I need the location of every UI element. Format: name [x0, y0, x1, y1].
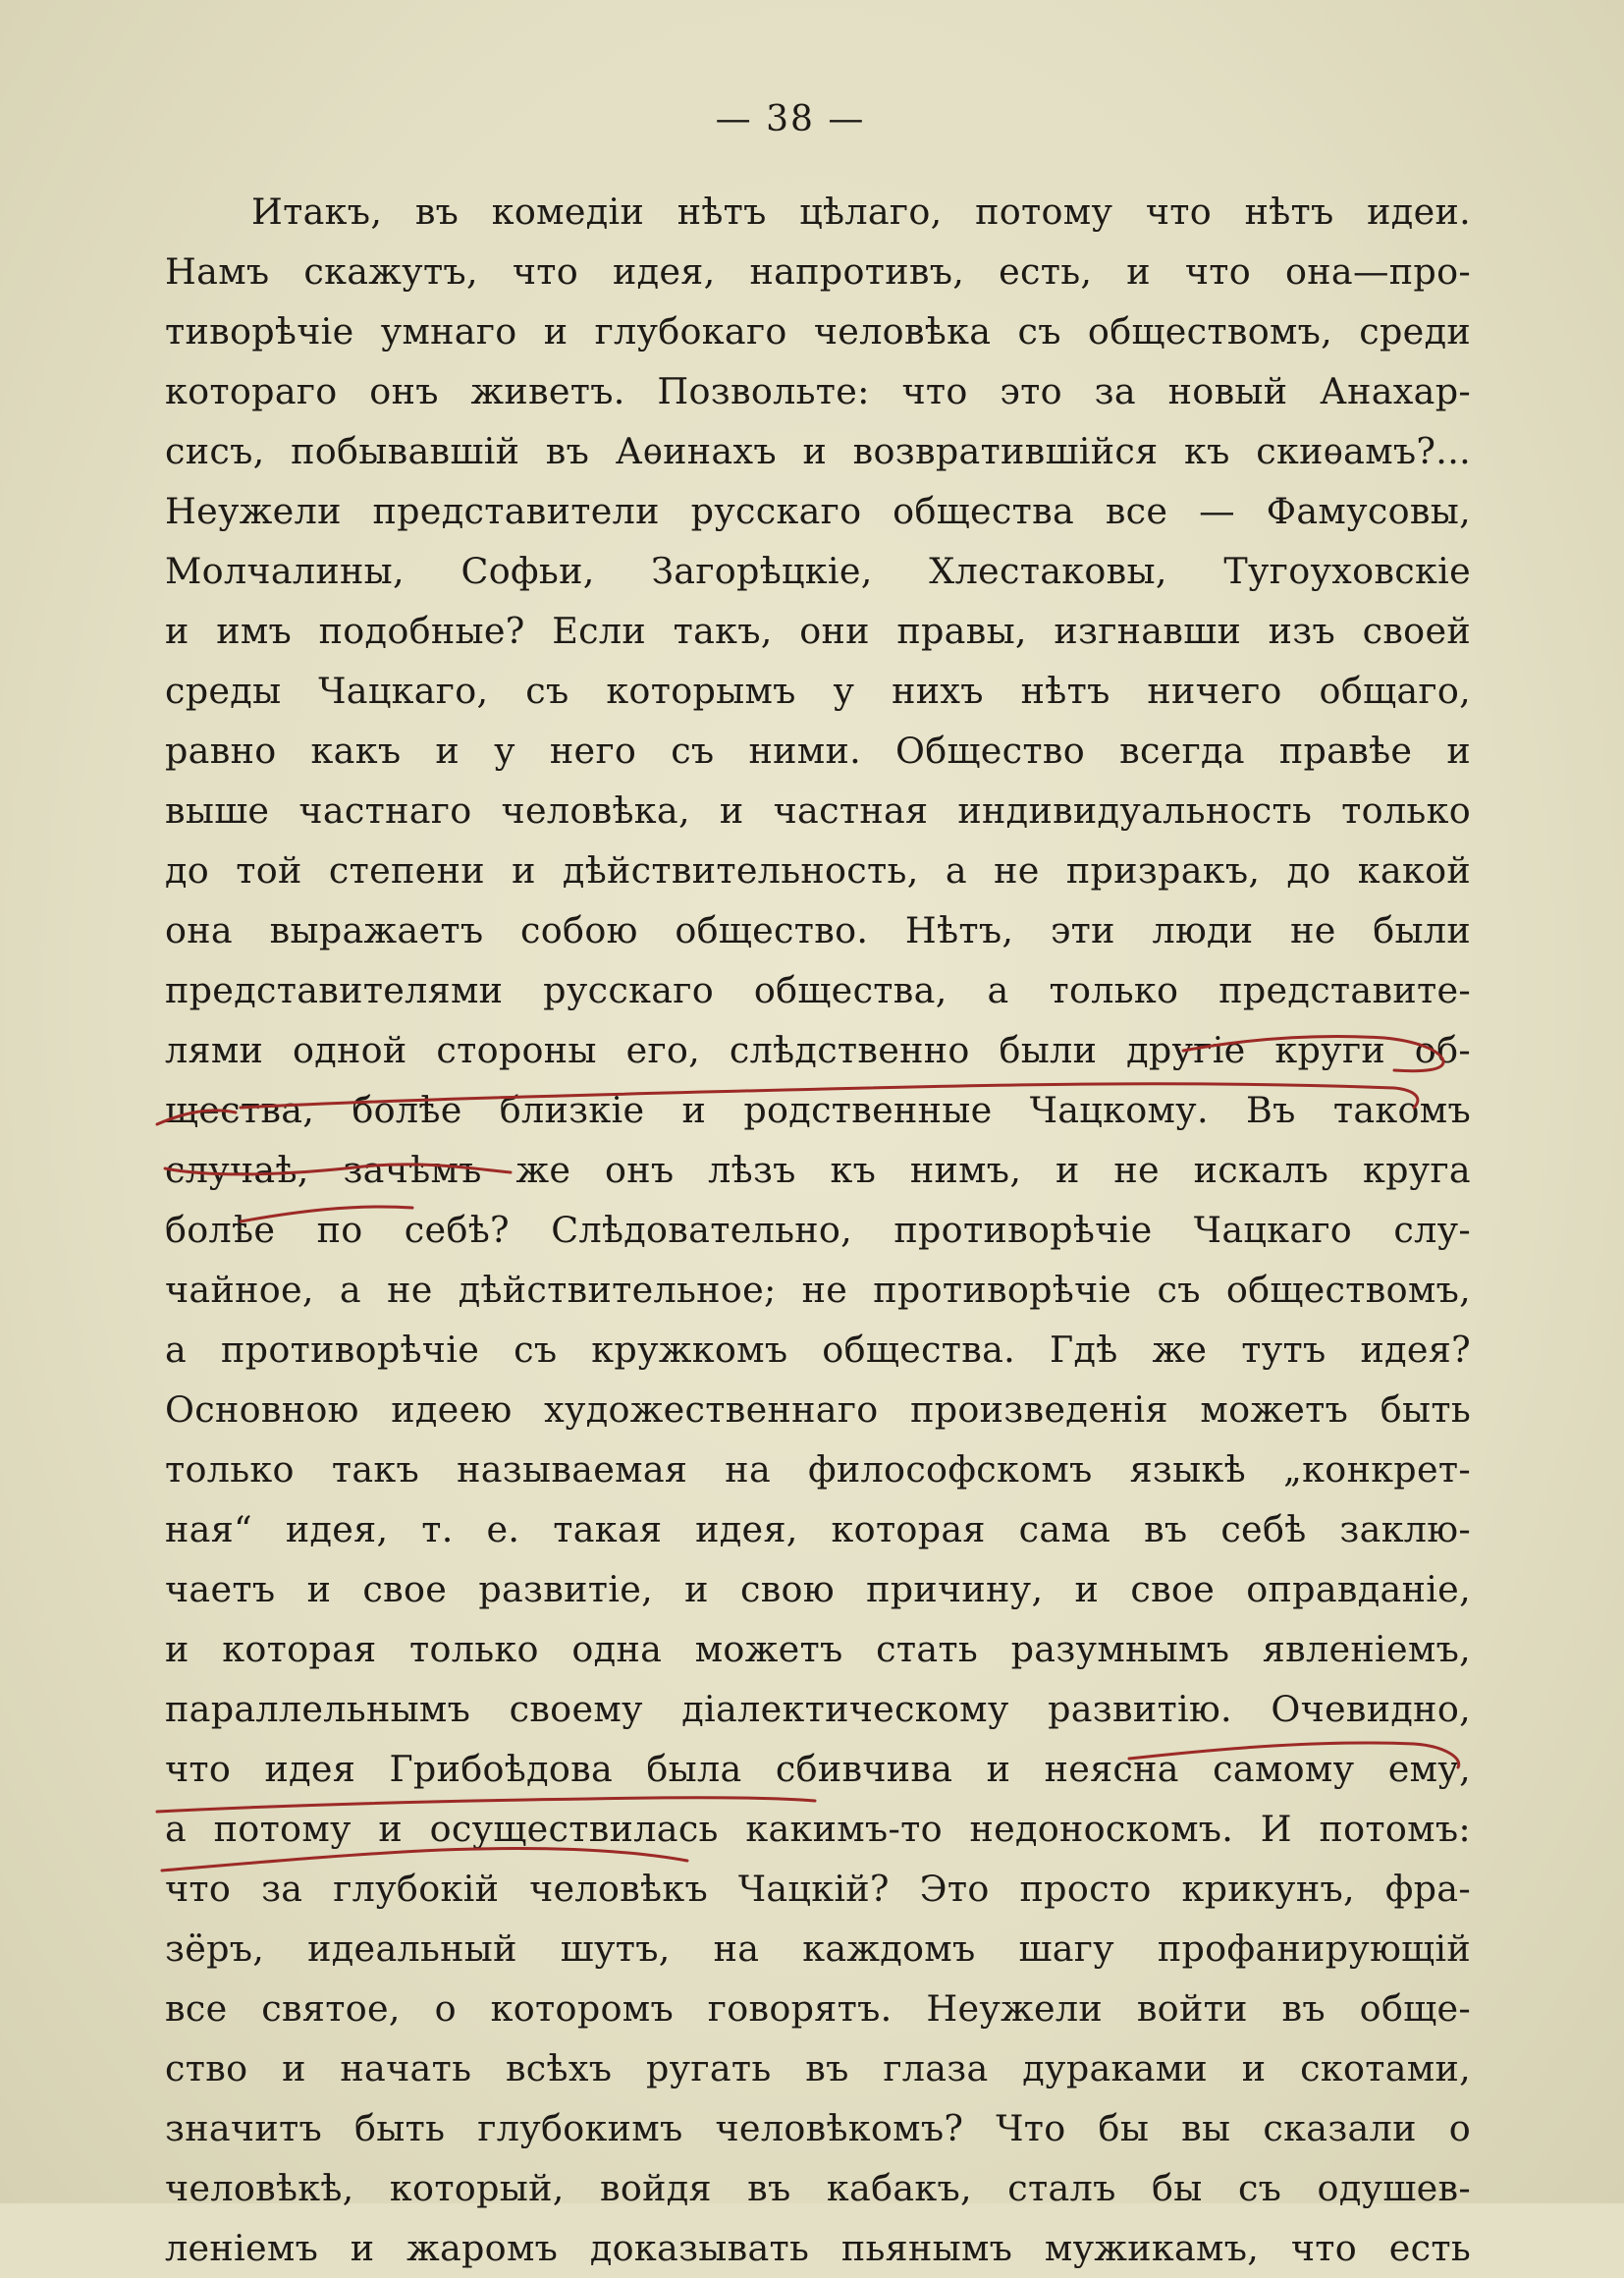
- text-line: зёръ, идеальный шутъ, на каждомъ шагу профанирующій: [165, 1927, 1471, 1970]
- text-line: человѣкѣ, который, войдя въ кабакъ, сталъ бы съ одушев-: [165, 2167, 1471, 2209]
- text-line: чаетъ и свое развитіе, и свою причину, и свое оправданіе,: [165, 1568, 1471, 1610]
- text-line: параллельнымъ своему діалектическому развитію. Очевидно,: [165, 1688, 1471, 1730]
- text-line: лями одной стороны его, слѣдственно были другіе круги об-: [165, 1029, 1471, 1071]
- text-line: Намъ скажутъ, что идея, напротивъ, есть, и что она—про-: [165, 250, 1471, 293]
- text-line: и имъ подобные? Если такъ, они правы, изгнавши изъ своей: [165, 610, 1471, 652]
- text-line: тиворѣчіе умнаго и глубокаго человѣка съ обществомъ, среди: [165, 310, 1471, 353]
- text-line: болѣе по себѣ? Слѣдовательно, противорѣчіе Чацкаго слу-: [165, 1209, 1471, 1251]
- text-line: ство и начать всѣхъ ругать въ глаза дураками и скотами,: [165, 2047, 1471, 2089]
- text-line: сисъ, побывавшій въ Аѳинахъ и возвратившійся къ скиѳамъ?...: [165, 430, 1471, 472]
- text-line: а противорѣчіе съ кружкомъ общества. Гдѣ же тутъ идея?: [165, 1329, 1471, 1371]
- text-line: до той степени и дѣйствительность, а не призракъ, до какой: [165, 849, 1471, 892]
- text-line: выше частнаго человѣка, и частная индивидуальность только: [165, 789, 1471, 832]
- text-line: что за глубокій человѣкъ Чацкій? Это просто крикунъ, фра-: [165, 1868, 1471, 1910]
- text-line: она выражаетъ собою общество. Нѣтъ, эти люди не были: [165, 909, 1471, 951]
- body-text: [165, 182, 1471, 2278]
- text-line: Основною идеею художественнаго произведенія можетъ быть: [165, 1388, 1471, 1431]
- text-line: представителями русскаго общества, а только представите-: [165, 969, 1471, 1011]
- text-line: котораго онъ живетъ. Позвольте: что это за новый Анахар-: [165, 370, 1471, 412]
- text-line: ная“ идея, т. е. такая идея, которая сама въ себѣ заклю-: [165, 1508, 1471, 1550]
- text-line: что идея Грибоѣдова была сбивчива и неясна самому ему,: [165, 1748, 1471, 1790]
- page-number: — 38 —: [715, 99, 866, 139]
- text-line: значитъ быть глубокимъ человѣкомъ? Что бы вы сказали о: [165, 2107, 1471, 2149]
- text-line: среды Чацкаго, съ которымъ у нихъ нѣтъ ничего общаго,: [165, 670, 1471, 712]
- text-line: леніемъ и жаромъ доказывать пьянымъ мужикамъ, что есть: [165, 2227, 1471, 2269]
- text-line: Молчалины, Софьи, Загорѣцкіе, Хлестаковы, Тугоуховскіе: [165, 550, 1471, 592]
- text-line: только такъ называемая на философскомъ языкѣ „конкрет-: [165, 1448, 1471, 1491]
- text-line: равно какъ и у него съ ними. Общество всегда правѣе и: [165, 730, 1471, 772]
- text-line: чайное, а не дѣйствительное; не противорѣчіе съ обществомъ,: [165, 1269, 1471, 1311]
- text-line: Неужели представители русскаго общества все — Фамусовы,: [165, 490, 1471, 532]
- text-line: все святое, о которомъ говорятъ. Неужели войти въ обще-: [165, 1987, 1471, 2030]
- text-line: щества, болѣе близкіе и родственные Чацкому. Въ такомъ: [165, 1089, 1471, 1131]
- text-line: Итакъ, въ комедіи нѣтъ цѣлаго, потому что нѣтъ идеи.: [251, 190, 1471, 233]
- text-line: и которая только одна можетъ стать разумнымъ явленіемъ,: [165, 1628, 1471, 1670]
- text-line: случаѣ, зачѣмъ же онъ лѣзъ къ нимъ, и не искалъ круга: [165, 1149, 1471, 1191]
- text-line: а потому и осуществилась какимъ-то недоноскомъ. И потомъ:: [165, 1808, 1471, 1850]
